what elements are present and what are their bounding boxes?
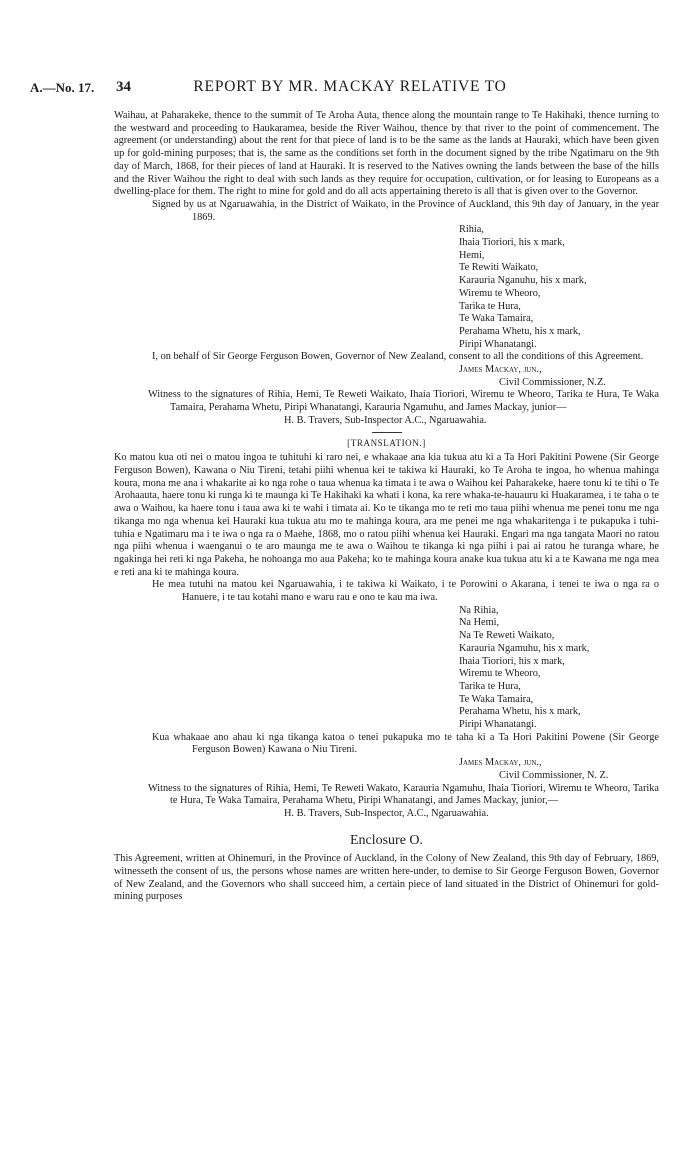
english-commissioner-signature <box>459 364 659 389</box>
page-number: 34 <box>116 79 131 95</box>
signatory: Na Hemi, <box>459 617 500 629</box>
maori-consent-line: Kua whakaae ano ahau ki nga tikanga katoa o tenei pukapuka mo te taha ki a Ta Hori Pakitini Powene (Sir George Ferguson Bowen) Kawana o Niu Tireni. <box>152 731 659 756</box>
translation-label: [TRANSLATION.] <box>347 437 426 448</box>
maori-signed-line: He mea tutuhi na matou kei Ngaruawahia, i te takiwa ki Waikato, i te Porowini o Akarana, i tenei te iwa o nga ra o Hanuere, i te tau kotahi mano e waru rau e ono te kau ma iwa. <box>152 579 659 604</box>
signatory: Wiremu te Wheoro, <box>459 287 541 299</box>
signatory: Piripi Whanatangi. <box>459 719 537 731</box>
signatory: Piripi Whanatangi. <box>459 338 537 350</box>
english-signatory-list <box>459 224 659 351</box>
maori-commissioner-signature <box>459 757 659 782</box>
signatory: Na Rihia, <box>459 604 499 616</box>
commissioner-title: Civil Commissioner, N.Z. <box>499 376 606 388</box>
commissioner-name: James Mackay, jun., <box>459 364 542 376</box>
section-rule <box>372 432 402 433</box>
commissioner-name: James Mackay, jun., <box>459 757 542 769</box>
signatory: Rihia, <box>459 224 484 236</box>
enclosure-heading: Enclosure O. <box>349 832 424 848</box>
signatory: Perahama Whetu, his x mark, <box>459 706 581 718</box>
maori-agreement-paragraph: Ko matou kua oti nei o matou ingoa te tuhituhi ki raro nei, e whakaae ana kia tukua atu ki a Ta Hori Pakitini Powene (Sir George Ferguson Bowen), Kawana o Niu Tireni, tetahi piihi whenua kei te takiwa ki Hauraki, ko Te Aroha te ingoa, ho whenua mahinga koura, mona me ana i whakarite ai ko nga rohe o taua whenua ka timata i te awa o Waihou kei Paharakeke, haere tonu ki te tihi o Te Arohaauta, haere tonu ki runga ki te maunga ki Te Hakihaki ka whati i kona, ka rere whaka-te-hauauru ki Huakaramea, i te taha o te awa o Waihou, ka haere tonu i taua awa ki te wahi i timata ai. Ko te tikanga mo te reti mo taua piihi whenua me penei tonu me nga tikanga mo nga whenua kei Hauraki kua tukua atu mo te mahinga koura, ara me penei me nga whakaritenga i te pukapuka i tuhi-tuhia e Ngatimaru ma i te iwa o nga ra o Maehe, 1868, mo o ratou piihi whenua kei Hauraki. Engari ma nga tangata Maori no ratou nga piihi whenua i waenganui o te aro maunga me te awa o Waihou te tikanga ki nga piihi i pai ai ratou he turanga whare, he ngakinga hei reti ki nga Pakeha, he nohoanga mo aua Pakeha; ko te mahinga koura anake kua tukua atu ki a te Kawana me nga mea e reti ana ki te mahinga koura. <box>114 452 659 578</box>
enclosure-paragraph: This Agreement, written at Ohinemuri, in the Province of Auckland, in the Colony of New Zealand, this 9th day of February, 1869, witnesseth the consent of us, the persons whose names are written here-under, to demise to Sir George Ferguson Bowen, Governor of New Zealand, and the Governors who shall succeed him, a certain piece of land situated in the District of Ohinemuri for gold-mining purposes <box>114 853 659 903</box>
signatory: Na Te Reweti Waikato, <box>459 630 555 642</box>
maori-witness-signature: H. B. Travers, Sub-Inspector, A.C., Ngaruawahia. <box>284 807 489 819</box>
signatory: Tarika te Hura, <box>459 300 521 312</box>
english-signed-line: Signed by us at Ngaruawahia, in the District of Waikato, in the Province of Auckland, this 9th day of January, in the year 1869. <box>152 198 659 223</box>
english-agreement-paragraph: Waihau, at Paharakeke, thence to the summit of Te Aroha Auta, thence along the mountain range to Te Hakihaki, thence turning to the westward and proceeding to Haukaramea, beside the River Waihou, thence by that river to the point of commencement. The agreement (or understanding) about the rent for that piece of land is to be the same as the lands at Hauraki, which have been given up for gold-mining purposes; that is, the same as the conditions set forth in the document signed by the tribe Ngatimaru on the 9th day of March, 1868, for their pieces of land at Hauraki. It is reserved to the Natives owning the lands between the base of the hills and the River Waihou the right to deal with such lands as they require for occupation, cultivation, or for leasing to Europeans as a dwelling-place for them. The right to mine for gold and do all acts appertaining thereto is all that is given over to the Governor. <box>114 110 659 198</box>
signatory: Tarika te Hura, <box>459 680 521 692</box>
signatory: Karauria Ngamuhu, his x mark, <box>459 642 590 654</box>
signatory: Wiremu te Wheoro, <box>459 668 541 680</box>
signatory: Perahama Whetu, his x mark, <box>459 325 581 337</box>
english-witness-signature: H. B. Travers, Sub-Inspector A.C., Ngaruawahia. <box>284 414 487 426</box>
signatory: Te Rewiti Waikato, <box>459 262 539 274</box>
signatory: Karauria Nganuhu, his x mark, <box>459 275 587 287</box>
commissioner-title: Civil Commissioner, N. Z. <box>499 769 609 781</box>
signatory: Ihaia Tioriori, his x mark, <box>459 655 565 667</box>
document-reference: A.—No. 17. <box>30 80 95 95</box>
signatory: Ihaia Tioriori, his x mark, <box>459 237 565 249</box>
page-body <box>114 110 659 904</box>
maori-witness-paragraph: Witness to the signatures of Rihia, Hemi, Te Reweti Wakato, Karauria Ngamuhu, Ihaia Tioriori, Wiremu te Wheoro, Tarika te Hura, Te Waka Tamaira, Perahama Whetu, Piripi Whanatangi, and James Mackay, junior,— <box>148 782 659 807</box>
signatory: Te Waka Tamaira, <box>459 313 534 325</box>
page-header <box>30 78 670 100</box>
english-consent-line: I, on behalf of Sir George Ferguson Bowen, Governor of New Zealand, consent to all the conditions of this Agreement. <box>152 351 644 363</box>
english-witness-paragraph: Witness to the signatures of Rihia, Hemi, Te Reweti Waikato, Ihaia Tioriori, Wiremu te Wheoro, Tarika te Hura, Te Waka Tamaira, Perahama Whetu, Piripi Whanatangi, Karauria Ngamuhu, and James Mackay, junior— <box>148 389 659 414</box>
maori-signatory-list <box>459 605 659 732</box>
signatory: Te Waka Tamaira, <box>459 693 534 705</box>
signatory: Hemi, <box>459 249 485 261</box>
running-title: REPORT BY MR. MACKAY RELATIVE TO <box>193 78 507 95</box>
